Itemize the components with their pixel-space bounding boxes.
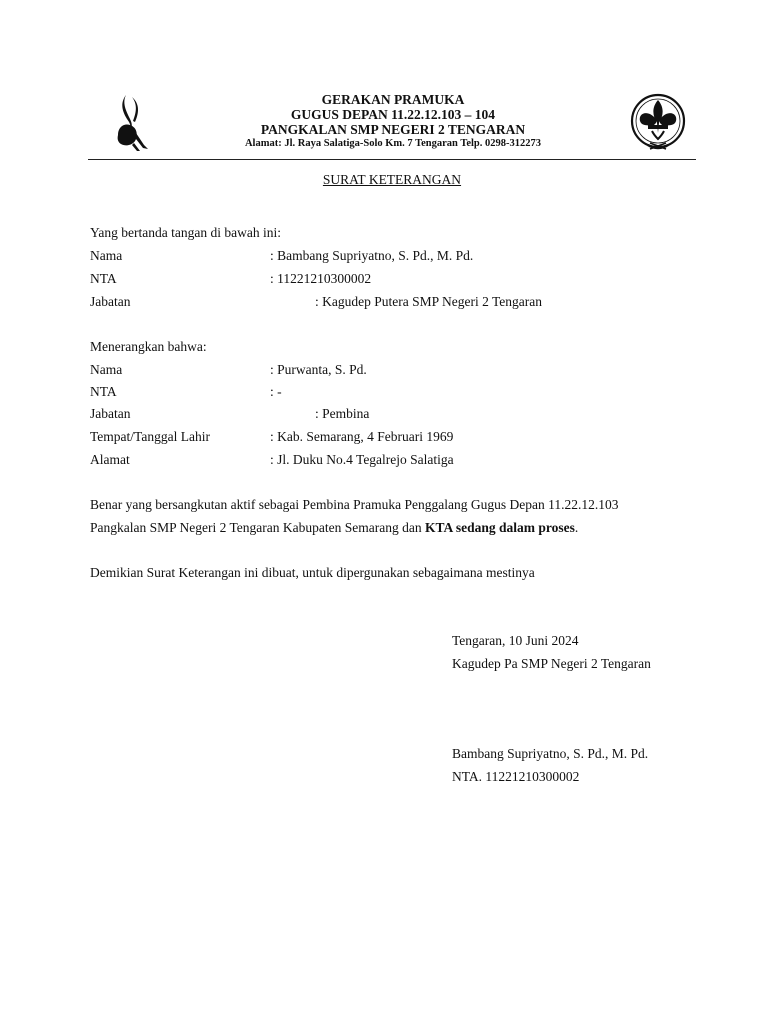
kta-status-bold: KTA sedang dalam proses	[424, 520, 575, 535]
subject-address-label: Alamat	[90, 452, 130, 467]
signature-name: Bambang Supriyatno, S. Pd., M. Pd.	[452, 746, 649, 761]
letterhead-address: Alamat: Jl. Raya Salatiga-Solo Km. 7 Tengaran Telp. 0298-312273	[244, 138, 542, 149]
signer-name-label: Nama	[90, 248, 123, 263]
document-title: SURAT KETERANGAN	[322, 172, 462, 187]
signer-position-label: Jabatan	[90, 294, 131, 309]
letterhead-base: PANGKALAN SMP NEGERI 2 TENGARAN	[260, 122, 526, 137]
letterhead	[150, 92, 636, 151]
body-line-1: Benar yang bersangkutan aktif sebagai Pembina Pramuka Penggalang Gugus Depan 11.22.12.103	[90, 497, 619, 512]
intro-text: Yang bertanda tangan di bawah ini:	[90, 225, 281, 240]
body-line-2	[90, 520, 578, 536]
subject-name-value: : Purwanta, S. Pd.	[270, 362, 367, 377]
subject-position-label: Jabatan	[90, 406, 131, 421]
signature-role: Kagudep Pa SMP Negeri 2 Tengaran	[452, 656, 651, 671]
declares-text: Menerangkan bahwa:	[90, 339, 207, 354]
letterhead-divider	[88, 159, 696, 160]
signer-nta-label: NTA	[90, 271, 117, 286]
signature-nta: NTA. 11221210300002	[452, 769, 580, 784]
subject-nta-value: : -	[270, 384, 282, 399]
closing-text: Demikian Surat Keterangan ini dibuat, untuk dipergunakan sebagaimana mestinya	[90, 565, 535, 580]
subject-address-value: : Jl. Duku No.4 Tegalrejo Salatiga	[270, 452, 454, 467]
body-line-2-text: Pangkalan SMP Negeri 2 Tengaran Kabupaten Semarang dan	[90, 520, 425, 535]
signer-position-value: : Kagudep Putera SMP Negeri 2 Tengaran	[315, 294, 543, 309]
subject-birth-value: : Kab. Semarang, 4 Februari 1969	[270, 429, 454, 444]
letterhead-unit: GUGUS DEPAN 11.22.12.103 – 104	[290, 107, 496, 122]
subject-position-value: : Pembina	[315, 406, 370, 421]
signer-nta-value: : 11221210300002	[270, 271, 372, 286]
letterhead-org: GERAKAN PRAMUKA	[321, 92, 465, 107]
signature-place-date: Tengaran, 10 Juni 2024	[452, 633, 579, 648]
subject-nta-label: NTA	[90, 384, 117, 399]
body-line-2-end: .	[574, 520, 579, 535]
subject-birth-label: Tempat/Tanggal Lahir	[90, 429, 210, 444]
signer-name-value: : Bambang Supriyatno, S. Pd., M. Pd.	[270, 248, 474, 263]
subject-name-label: Nama	[90, 362, 123, 377]
tunas-kelapa-logo-icon	[110, 93, 152, 153]
